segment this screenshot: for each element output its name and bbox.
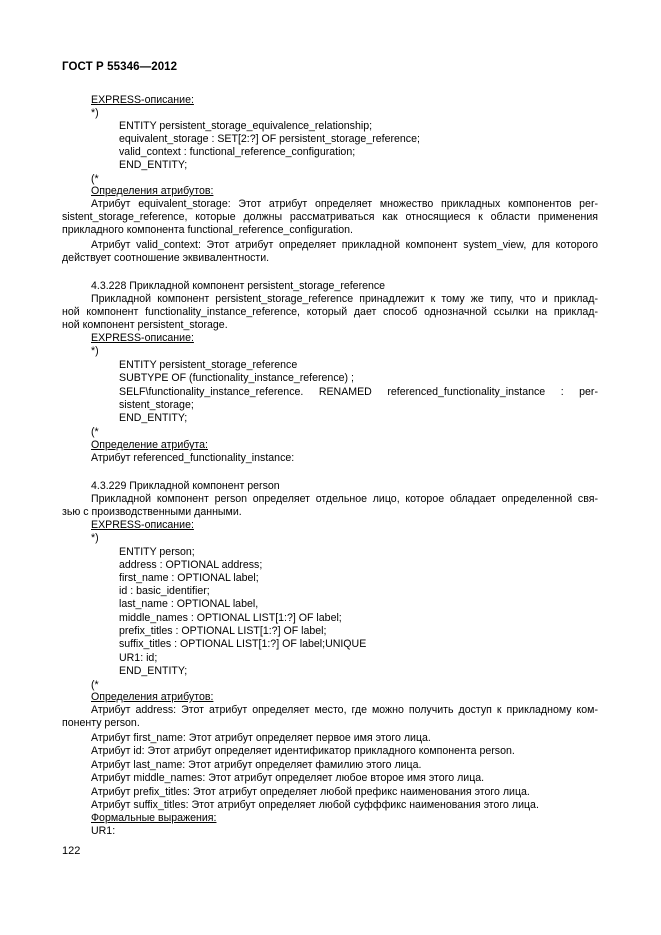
paragraph-line: sistent_storage_reference, которые должны рассматриваться как относящиеся к области применения — [62, 211, 598, 223]
paragraph-line: Атрибут prefix_titles: Этот атрибут определяет любой префикс наименования этого лица. — [91, 786, 530, 798]
paragraph-line: Прикладной компонент person определяет отдельное лицо, которое обладает определенной свя- — [91, 493, 598, 505]
code-line: id : basic_identifier; — [119, 585, 210, 597]
code-line: END_ENTITY; — [119, 159, 188, 171]
paragraph-line: Атрибут referenced_functionality_instance: — [91, 452, 295, 464]
express-label: EXPRESS-описание: — [91, 332, 194, 344]
express-label: EXPRESS-описание: — [91, 519, 194, 531]
section-heading: 4.3.229 Прикладной компонент person — [91, 480, 280, 492]
document-header: ГОСТ Р 55346—2012 — [62, 61, 178, 73]
code-line: (* — [91, 173, 99, 185]
code-line: UR1: id; — [119, 652, 158, 664]
code-line: sistent_storage; — [119, 399, 194, 411]
code-line: middle_names : OPTIONAL LIST[1:?] OF label; — [119, 612, 342, 624]
paragraph-line: прикладного компонента functional_reference_configuration. — [62, 224, 353, 236]
paragraph-line: поненту person. — [62, 717, 140, 729]
code-line: first_name : OPTIONAL label; — [119, 572, 259, 584]
code-line: *) — [91, 532, 99, 544]
section-heading: 4.3.228 Прикладной компонент persistent_storage_reference — [91, 280, 386, 292]
code-line: ENTITY persistent_storage_equivalence_relationship; — [119, 120, 373, 132]
code-line: ENTITY persistent_storage_reference — [119, 359, 298, 371]
paragraph-line: Прикладной компонент persistent_storage_reference принадлежит к тому же типу, что и приклад- — [91, 293, 598, 305]
formal-expressions-label: Формальные выражения: — [91, 812, 217, 824]
code-line: address : OPTIONAL address; — [119, 559, 263, 571]
paragraph-line: зью с производственными данными. — [62, 506, 242, 518]
code-line: prefix_titles : OPTIONAL LIST[1:?] OF label; — [119, 625, 327, 637]
code-line: SUBTYPE OF (functionality_instance_reference) ; — [119, 372, 354, 384]
express-label: EXPRESS-описание: — [91, 94, 194, 106]
paragraph-line: Атрибут id: Этот атрибут определяет идентификатор прикладного компонента person. — [91, 745, 515, 757]
code-line: *) — [91, 345, 99, 357]
attributes-label: Определения атрибутов: — [91, 185, 214, 197]
paragraph-line: ной компонент functionality_instance_reference, который дает способ однозначной ссылки на приклад- — [62, 306, 598, 318]
attribute-label: Определение атрибута: — [91, 439, 208, 451]
code-line: suffix_titles : OPTIONAL LIST[1:?] OF label;UNIQUE — [119, 638, 367, 650]
page-number: 122 — [62, 845, 81, 857]
code-line: *) — [91, 107, 99, 119]
code-line: END_ENTITY; — [119, 412, 188, 424]
paragraph-line: Атрибут first_name: Этот атрибут определяет первое имя этого лица. — [91, 732, 431, 744]
paragraph-line: Атрибут valid_context: Этот атрибут определяет прикладной компонент system_view, для которого — [91, 239, 598, 251]
attributes-label: Определения атрибутов: — [91, 691, 214, 703]
paragraph-line: действует соотношение эквивалентности. — [62, 252, 270, 264]
paragraph-line: Атрибут suffix_titles: Этот атрибут определяет любой суфффикс наименования этого лица. — [91, 799, 539, 811]
paragraph-line: Атрибут middle_names: Этот атрибут определяет любое второе имя этого лица. — [91, 772, 485, 784]
code-line: (* — [91, 679, 99, 691]
paragraph-line: Атрибут last_name: Этот атрибут определяет фамилию этого лица. — [91, 759, 422, 771]
code-line: equivalent_storage : SET[2:?] OF persistent_storage_reference; — [119, 133, 420, 145]
code-line: UR1: — [91, 825, 116, 837]
code-line: END_ENTITY; — [119, 665, 188, 677]
paragraph-line: Атрибут equivalent_storage: Этот атрибут определяет множество прикладных компонентов per- — [91, 198, 598, 210]
paragraph-line: ной компонент persistent_storage. — [62, 319, 228, 331]
paragraph-line: Атрибут address: Этот атрибут определяет место, где можно получить доступ к прикладному ком- — [91, 704, 598, 716]
code-line: last_name : OPTIONAL label, — [119, 598, 259, 610]
code-line: valid_context : functional_reference_configuration; — [119, 146, 356, 158]
code-line: ENTITY person; — [119, 546, 195, 558]
code-line: SELF\functionality_instance_reference. RENAMED referenced_functionality_instance : per- — [119, 386, 598, 398]
code-line: (* — [91, 426, 99, 438]
